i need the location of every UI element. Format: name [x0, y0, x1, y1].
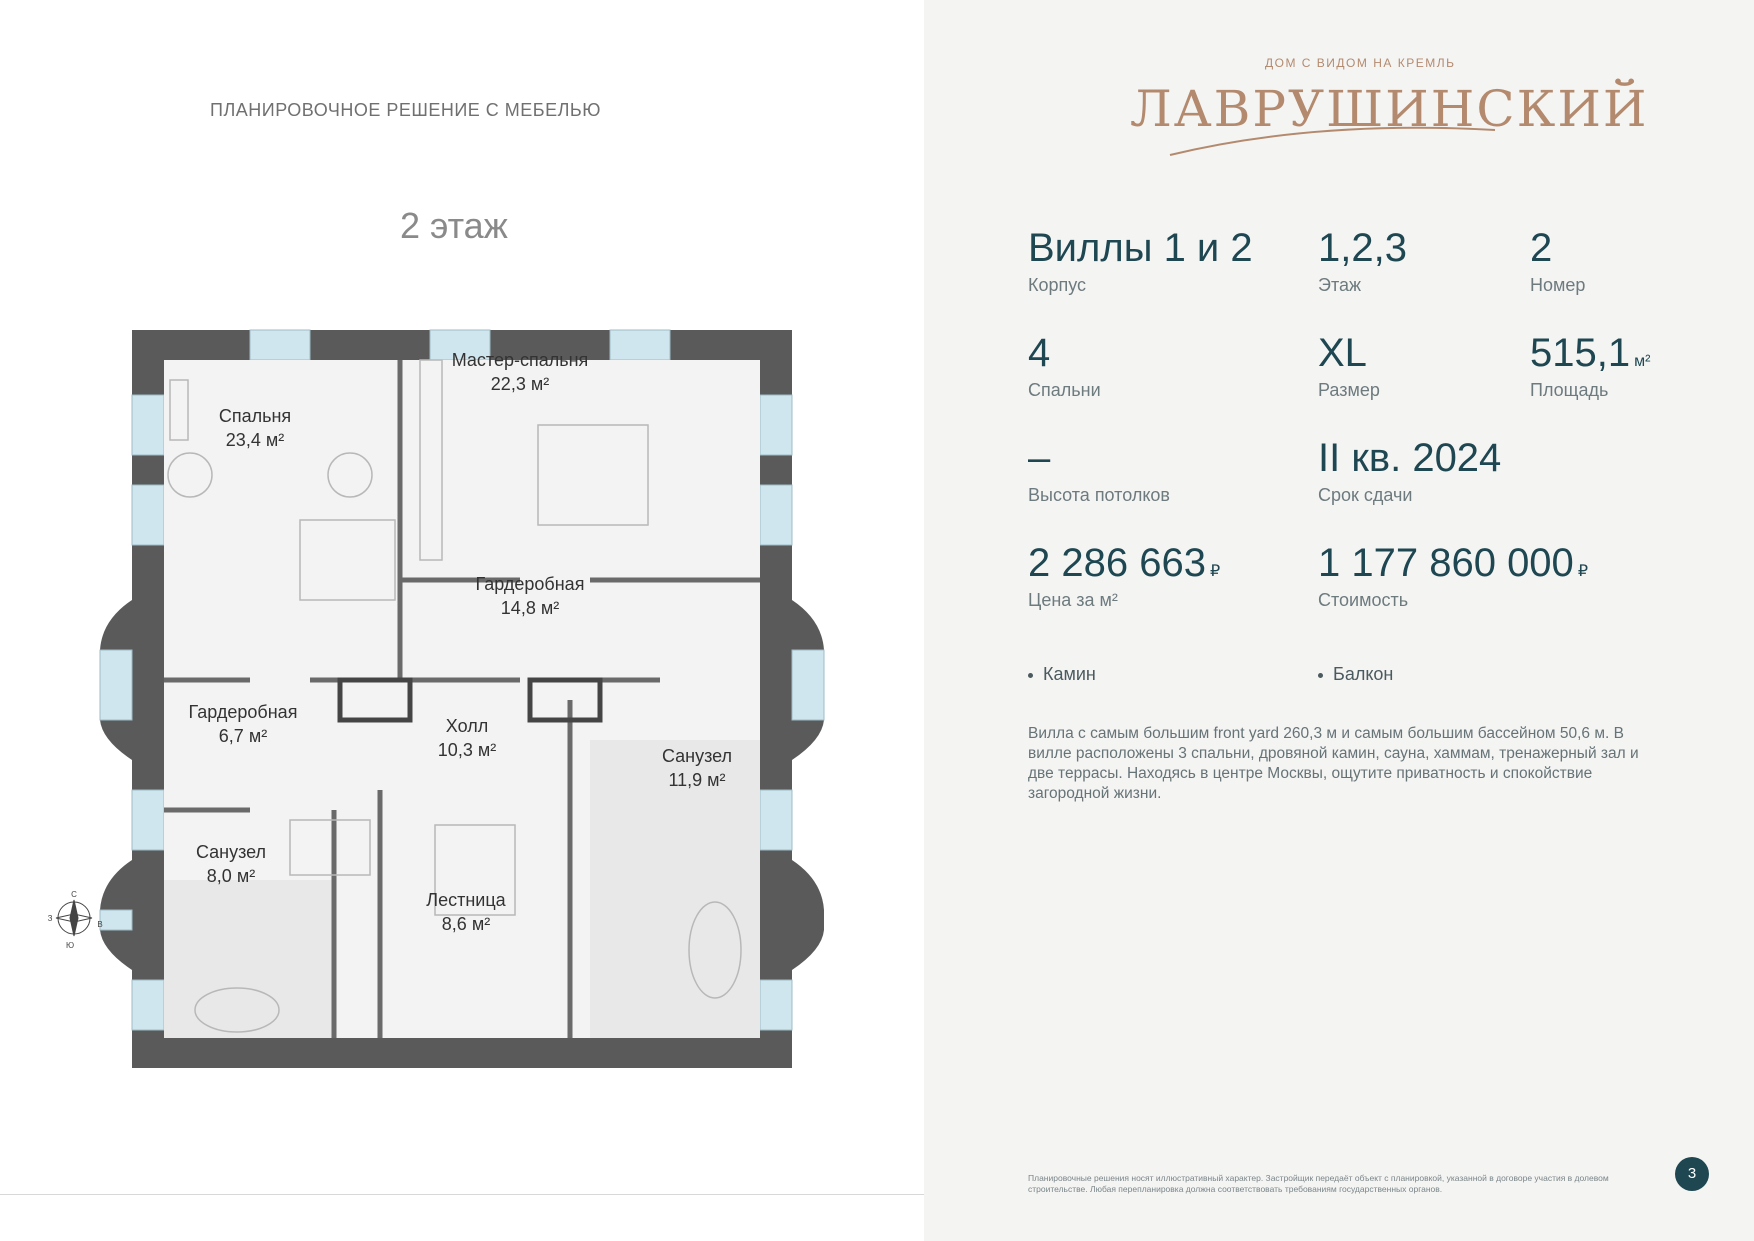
currency-unit: ₽ [1209, 563, 1221, 580]
room-area: 11,9 м² [668, 770, 726, 790]
area-value: 515,1 м² [1530, 331, 1651, 375]
disclaimer: Планировочные решения носят иллюстративный характер. Застройщик передаёт объект с планировкой, указанной в договоре участия в долевом строительстве. Любая перепланировка должна соответствовать требованиям государственных органов. [1028, 1173, 1609, 1194]
area-unit: м² [1634, 353, 1651, 370]
room-area: 8,0 м² [206, 866, 256, 886]
compass-e: В [97, 920, 103, 929]
logo-swoosh-icon [1165, 125, 1505, 165]
compass-w: З [47, 914, 53, 923]
ceiling-value: – [1028, 436, 1051, 480]
room-name: Санузел [661, 746, 733, 766]
room-area: 6,7 м² [218, 726, 268, 746]
floor-plan [47, 320, 830, 1080]
info-panel [924, 0, 1754, 1241]
room-area: 14,8 м² [500, 598, 560, 618]
room-area: 10,3 м² [437, 740, 497, 760]
room-name: Спальня [218, 406, 292, 426]
size-value: XL [1318, 331, 1367, 375]
room-name: Гардеробная [475, 574, 585, 594]
bedrooms-value: 4 [1028, 331, 1051, 375]
room-area: 8,6 м² [441, 914, 491, 934]
floor-label-text: Этаж [1318, 275, 1362, 295]
room-area: 22,3 м² [490, 374, 550, 394]
compass-icon [48, 890, 103, 950]
building-value: Виллы 1 и 2 [1028, 226, 1253, 270]
room-name: Мастер-спальня [451, 350, 589, 370]
floor-label: 2 этаж [400, 205, 508, 246]
bullet-icon [1028, 673, 1033, 678]
room-name: Лестница [426, 890, 506, 910]
currency-unit: ₽ [1577, 563, 1588, 580]
number-label: Номер [1530, 275, 1586, 295]
delivery-label: Срок сдачи [1318, 485, 1413, 505]
size-label: Размер [1318, 380, 1380, 400]
brand-subtitle: ДОМ С ВИДОМ НА КРЕМЛЬ [1265, 56, 1456, 70]
room-name: Санузел [195, 842, 267, 862]
price-value: 1 177 860 000 ₽ [1318, 541, 1588, 585]
price-per-m-value: 2 286 663 ₽ [1028, 541, 1221, 585]
page-number: 3 [1675, 1157, 1709, 1191]
building-label: Корпус [1028, 275, 1087, 295]
feature-item: Камин [1028, 664, 1096, 685]
delivery-value: II кв. 2024 [1318, 436, 1502, 480]
number-value: 2 [1530, 226, 1553, 270]
compass-n: С [71, 890, 77, 899]
ceiling-label: Высота потолков [1028, 485, 1170, 505]
floor-value: 1,2,3 [1318, 226, 1407, 270]
plan-title: ПЛАНИРОВОЧНОЕ РЕШЕНИЕ С МЕБЕЛЬЮ [210, 100, 601, 120]
area-label: Площадь [1530, 380, 1609, 400]
bullet-icon [1318, 673, 1323, 678]
price-per-m-label: Цена за м² [1028, 590, 1118, 610]
room-name: Холл [445, 716, 489, 736]
price-label: Стоимость [1318, 590, 1409, 610]
room-area: 23,4 м² [225, 430, 285, 450]
description: Вилла с самым большим front yard 260,3 м и самым большим бассейном 50,6 м. В вилле расположены 3 спальни, дровяной камин, сауна, хаммам, тренажерный зал и две террасы. Находясь в центре Москвы, ощутите приватность и спокойствие загородной жизни. [1028, 725, 1639, 802]
brand-logo: ЛАВРУШИНСКИЙ [1130, 80, 1649, 138]
bedrooms-label: Спальни [1028, 380, 1101, 400]
feature-item: Балкон [1318, 664, 1393, 685]
compass-s: Ю [65, 941, 75, 950]
room-name: Гардеробная [188, 702, 298, 722]
divider [0, 1194, 924, 1195]
